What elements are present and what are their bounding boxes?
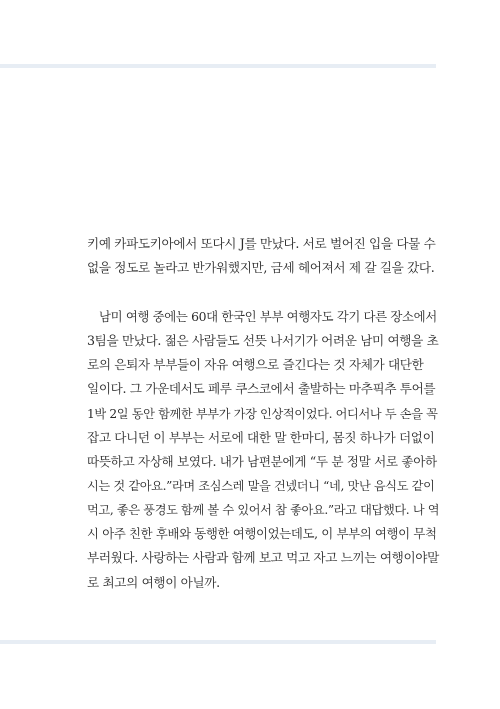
text-line: 부러웠다. 사랑하는 사람과 함께 보고 먹고 자고 느끼는 여행이야말 — [87, 550, 439, 566]
text-line: 로 최고의 여행이 아닐까. — [87, 574, 220, 590]
text-line: 로의 은퇴자 부부들이 자유 여행으로 즐긴다는 것 자체가 대단한 — [87, 357, 424, 373]
text-line: 따뜻하고 자상해 보였다. 내가 남편분에게 “두 분 정말 서로 좋아하 — [87, 453, 437, 469]
text-line: 시 아주 친한 후배와 동행한 여행이었는데도, 이 부부의 여행이 무척 — [87, 526, 437, 542]
text-line: 남미 여행 중에는 60대 한국인 부부 여행자도 각기 다른 장소에서 — [99, 309, 437, 324]
text-line: 일이다. 그 가운데서도 페루 쿠스코에서 출발하는 마추픽추 투어를 — [87, 381, 436, 397]
text-line: 먹고, 좋은 풍경도 함께 볼 수 있어서 참 좋아요.”라고 대답했다. 나 역 — [87, 503, 440, 518]
top-divider — [0, 64, 436, 68]
text-line: 1박 2일 동안 함께한 부부가 가장 인상적이었다. 어디서나 두 손을 꼭 — [87, 406, 438, 421]
paragraph-1 — [87, 232, 439, 280]
paragraph-2 — [87, 305, 439, 595]
bottom-divider — [0, 640, 436, 644]
text-line: 잡고 다니던 이 부부는 서로에 대한 말 한마디, 몸짓 하나가 더없이 — [87, 429, 435, 445]
text-line: 없을 정도로 놀라고 반가워했지만, 금세 헤어져서 제 갈 길을 갔다. — [87, 260, 435, 276]
text-line: 시는 것 같아요.”라며 조심스레 말을 건넸더니 “네, 맛난 음식도 같이 — [87, 478, 435, 493]
text-line: 3팀을 만났다. 젊은 사람들도 선뜻 나서기가 어려운 남미 여행을 초 — [87, 333, 439, 349]
text-line: 키예 카파도키아에서 또다시 J를 만났다. 서로 벌어진 입을 다물 수 — [87, 236, 436, 251]
